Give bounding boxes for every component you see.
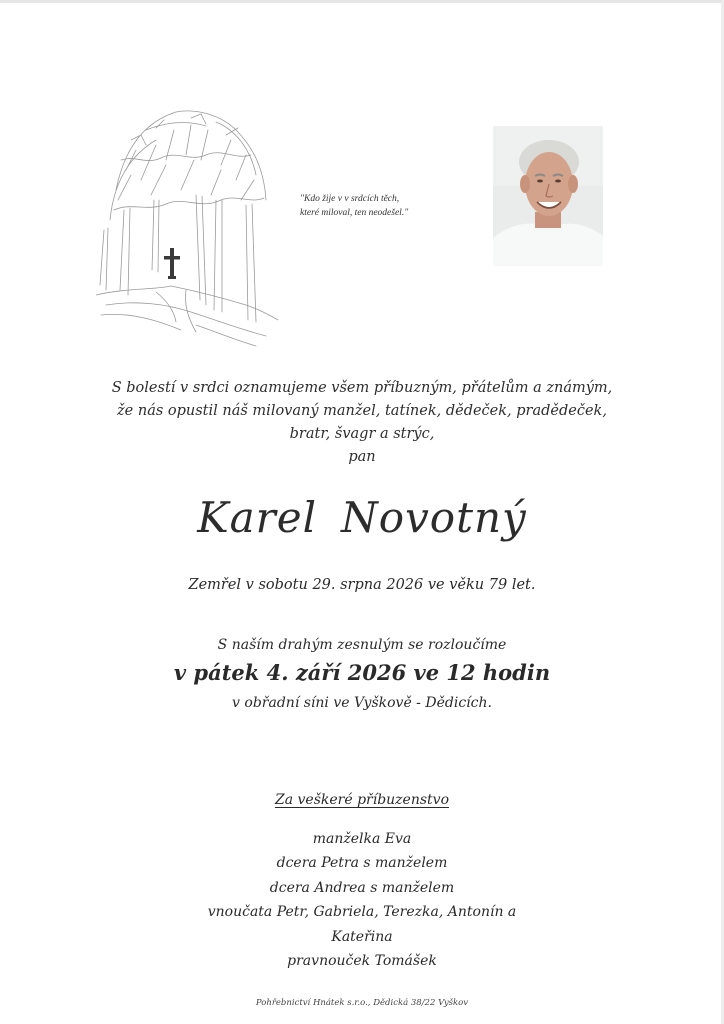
farewell-place [0, 692, 724, 714]
death-notice [0, 574, 724, 596]
footer-text: Pohřebnictví Hnátek s.r.o., Dědická 38/22 Vyškov [255, 998, 469, 1008]
footer [0, 997, 724, 1009]
farewell-intro-text: S naším drahým zesnulým se rozloučíme [217, 637, 507, 653]
announcement-line: pan [348, 449, 376, 465]
deceased-name [0, 491, 724, 545]
announcement-line: S bolestí v srdci oznamujeme všem příbuzným, přátelům a známým, [111, 380, 613, 396]
family-list [0, 827, 724, 973]
family-member: manželka Eva [312, 831, 412, 847]
family-member: dcera Petra s manželem [276, 855, 448, 872]
quote-line: "Kdo žije v v srdcích těch, [300, 194, 400, 204]
quote-line: které miloval, ten neodešel." [300, 208, 409, 218]
memorial-quote [300, 192, 470, 220]
portrait-photo [493, 126, 603, 266]
deceased-first-name: Karel [197, 493, 318, 542]
family-member: pravnouček Tomášek [287, 953, 437, 970]
farewell-place-text: v obřadní síni ve Vyškově - Dědicích. [232, 695, 492, 711]
announcement-line: bratr, švagr a strýc, [289, 426, 435, 442]
death-notice-text: Zemřel v sobotu 29. srpna 2026 ve věku 79 let. [188, 577, 536, 593]
family-heading-text: Za veškeré příbuzenstvo [274, 792, 450, 808]
announcement-line: že nás opustil náš milovaný manžel, tatínek, dědeček, pradědeček, [117, 403, 607, 419]
family-member: vnoučata Petr, Gabriela, Terezka, Antonín a [207, 904, 517, 921]
farewell-intro [0, 634, 724, 656]
deceased-last-name: Novotný [341, 493, 527, 542]
announcement [0, 377, 724, 469]
family-member: dcera Andrea s manželem [269, 879, 455, 896]
page-edge-top [0, 0, 724, 3]
family-member: Kateřina [331, 928, 393, 945]
farewell-datetime-text: v pátek 4. září 2026 ve 12 hodin [173, 660, 551, 685]
farewell-datetime [0, 658, 724, 688]
family-heading [0, 789, 724, 811]
trees-cross-illustration [96, 100, 278, 348]
